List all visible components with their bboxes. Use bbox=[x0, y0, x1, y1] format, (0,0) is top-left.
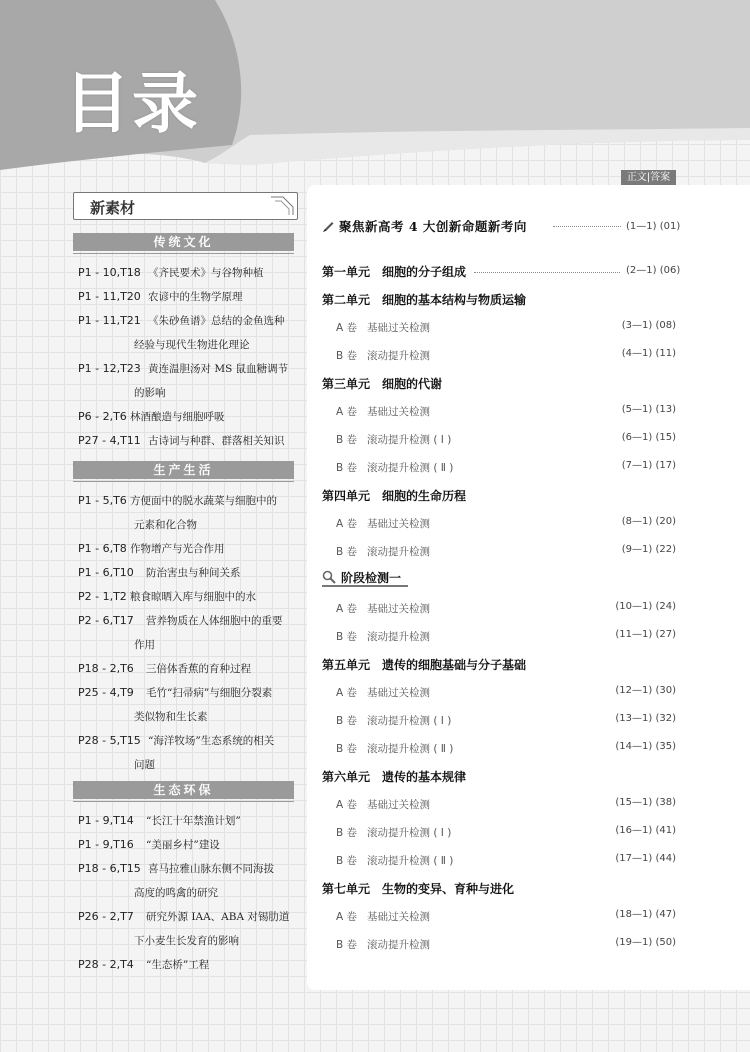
material-desc: 喜马拉雅山脉东侧不同海拔 bbox=[148, 863, 274, 875]
material-desc: “长江十年禁渔计划” bbox=[146, 815, 241, 827]
volume-label: B 卷 bbox=[336, 715, 358, 727]
magnifier-icon bbox=[322, 570, 336, 584]
material-desc: 的影响 bbox=[134, 387, 166, 399]
sub-test-name: 滚动提升检测 ( Ⅰ ) bbox=[367, 715, 452, 727]
folded-corner-icon bbox=[269, 195, 295, 217]
featured-pages: (1—1) (01) bbox=[626, 221, 681, 232]
material-ref: P28 - 2,T4 bbox=[78, 958, 134, 971]
material-desc: 方便面中的脱水蔬菜与细胞中的 bbox=[130, 495, 277, 507]
sub-test-pages: (5—1) (13) bbox=[621, 404, 676, 415]
unit-name: 遗传的基本规律 bbox=[382, 770, 467, 784]
sub-test-pages: (10—1) (24) bbox=[615, 601, 676, 612]
unit-name: 细胞的分子组成 bbox=[382, 265, 467, 279]
sub-test-name: 滚动提升检测 ( Ⅱ ) bbox=[367, 855, 454, 867]
sub-test-name: 滚动提升检测 ( Ⅰ ) bbox=[367, 827, 452, 839]
sub-test-name: 基础过关检测 bbox=[367, 799, 430, 811]
sub-test-name: 滚动提升检测 ( Ⅱ ) bbox=[367, 743, 454, 755]
material-ref: P18 - 6,T15 bbox=[78, 862, 141, 875]
volume-label: B 卷 bbox=[336, 462, 358, 474]
material-desc: 黄连温胆汤对 MS 鼠血糖调节 bbox=[148, 363, 289, 375]
material-item[interactable] bbox=[78, 405, 300, 429]
unit-name: 细胞的生命历程 bbox=[382, 489, 467, 503]
material-desc: 林酒酿造与细胞呼吸 bbox=[130, 411, 225, 423]
sub-test-name: 滚动提升检测 bbox=[367, 631, 430, 643]
volume-label: B 卷 bbox=[336, 350, 358, 362]
material-item[interactable] bbox=[78, 681, 300, 729]
material-ref: P1 - 6,T10 bbox=[78, 566, 134, 579]
material-ref: P1 - 9,T14 bbox=[78, 814, 134, 827]
material-desc: 《朱砂鱼谱》总结的金鱼选种 bbox=[148, 315, 285, 327]
material-ref: P1 - 12,T23 bbox=[78, 362, 141, 375]
sub-test-name: 基础过关检测 bbox=[367, 406, 430, 418]
volume-label: A 卷 bbox=[336, 518, 358, 530]
volume-label: A 卷 bbox=[336, 603, 358, 615]
unit-number: 第三单元 bbox=[322, 377, 371, 391]
sub-test-pages: (19—1) (50) bbox=[615, 937, 676, 948]
material-desc: 类似物和生长素 bbox=[134, 711, 208, 723]
material-desc: 三倍体香蕉的育种过程 bbox=[146, 663, 251, 675]
material-item[interactable] bbox=[78, 357, 300, 405]
material-desc: 元素和化合物 bbox=[134, 519, 197, 531]
unit-number: 第一单元 bbox=[322, 265, 371, 279]
unit-number: 第六单元 bbox=[322, 770, 371, 784]
sub-test-pages: (18—1) (47) bbox=[615, 909, 676, 920]
unit-title[interactable] bbox=[322, 880, 514, 897]
volume-label: B 卷 bbox=[336, 743, 358, 755]
material-item[interactable] bbox=[78, 905, 300, 953]
category-band: 生产生活 bbox=[73, 461, 294, 479]
category-band: 生态环保 bbox=[73, 781, 294, 799]
material-item[interactable] bbox=[78, 537, 300, 561]
sub-test-name: 基础过关检测 bbox=[367, 687, 430, 699]
unit-title[interactable] bbox=[322, 656, 526, 673]
new-material-heading bbox=[73, 192, 298, 220]
sub-test-name: 滚动提升检测 ( Ⅱ ) bbox=[367, 462, 454, 474]
volume-label: A 卷 bbox=[336, 687, 358, 699]
sub-test-name: 基础过关检测 bbox=[367, 911, 430, 923]
volume-label: B 卷 bbox=[336, 546, 358, 558]
material-item[interactable] bbox=[78, 729, 300, 777]
volume-label: B 卷 bbox=[336, 939, 358, 951]
unit-title[interactable] bbox=[322, 487, 466, 504]
section-tag: 正文|答案 bbox=[621, 170, 676, 185]
material-item[interactable] bbox=[78, 489, 300, 537]
sub-test-name: 基础过关检测 bbox=[367, 603, 430, 615]
material-ref: P2 - 1,T2 bbox=[78, 590, 127, 603]
stage-title: 阶段检测一 bbox=[341, 571, 402, 585]
material-desc: “海洋牧场”生态系统的相关 bbox=[148, 735, 275, 747]
unit-name: 生物的变异、育种与进化 bbox=[382, 882, 515, 896]
featured-entry[interactable] bbox=[322, 217, 677, 237]
material-item[interactable] bbox=[78, 833, 300, 857]
material-item[interactable] bbox=[78, 309, 300, 357]
unit-title[interactable] bbox=[322, 375, 442, 392]
sub-test-name: 滚动提升检测 bbox=[367, 546, 430, 558]
featured-title: 聚焦新高考 4 大创新命题新考向 bbox=[339, 219, 527, 234]
material-desc: 农谚中的生物学原理 bbox=[148, 291, 243, 303]
volume-label: B 卷 bbox=[336, 434, 358, 446]
material-desc: 古诗词与种群、群落相关知识 bbox=[148, 435, 285, 447]
material-item[interactable] bbox=[78, 809, 300, 833]
unit-pages: (2—1) (06) bbox=[626, 265, 681, 276]
material-desc: 作物增产与光合作用 bbox=[130, 543, 225, 555]
material-ref: P1 - 6,T8 bbox=[78, 542, 127, 555]
volume-label: A 卷 bbox=[336, 322, 358, 334]
material-ref: P2 - 6,T17 bbox=[78, 614, 134, 627]
sub-test-pages: (13—1) (32) bbox=[615, 713, 676, 724]
material-desc: 高度的鸣禽的研究 bbox=[134, 887, 218, 899]
volume-label: B 卷 bbox=[336, 827, 358, 839]
material-desc: 下小麦生长发育的影响 bbox=[134, 935, 239, 947]
sub-test-pages: (17—1) (44) bbox=[615, 853, 676, 864]
volume-label: B 卷 bbox=[336, 631, 358, 643]
material-ref: P1 - 10,T18 bbox=[78, 266, 141, 279]
volume-label: A 卷 bbox=[336, 799, 358, 811]
unit-number: 第七单元 bbox=[322, 882, 371, 896]
material-item[interactable] bbox=[78, 561, 300, 585]
material-ref: P18 - 2,T6 bbox=[78, 662, 134, 675]
material-ref: P1 - 9,T16 bbox=[78, 838, 134, 851]
page-title: 目录 bbox=[64, 65, 200, 142]
sub-test-pages: (3—1) (08) bbox=[621, 320, 676, 331]
unit-name: 细胞的代谢 bbox=[382, 377, 443, 391]
material-desc: 营养物质在人体细胞中的重要 bbox=[146, 615, 283, 627]
material-item[interactable] bbox=[78, 657, 300, 681]
unit-name: 细胞的基本结构与物质运输 bbox=[382, 293, 527, 307]
sub-test-name: 滚动提升检测 bbox=[367, 939, 430, 951]
material-desc: 防治害虫与种间关系 bbox=[146, 567, 241, 579]
material-item[interactable] bbox=[78, 953, 300, 977]
material-ref: P26 - 2,T7 bbox=[78, 910, 134, 923]
material-ref: P6 - 2,T6 bbox=[78, 410, 127, 423]
material-desc: 研究外源 IAA、ABA 对锡肋道 bbox=[146, 911, 290, 923]
material-ref: P27 - 4,T11 bbox=[78, 434, 141, 447]
sub-test-name: 滚动提升检测 bbox=[367, 350, 430, 362]
sub-test-pages: (15—1) (38) bbox=[615, 797, 676, 808]
sub-test-pages: (8—1) (20) bbox=[621, 516, 676, 527]
material-item[interactable] bbox=[78, 429, 300, 453]
material-desc: “美丽乡村”建设 bbox=[146, 839, 220, 851]
material-desc: 《齐民要术》与谷物种植 bbox=[148, 267, 264, 279]
sub-test-name: 滚动提升检测 ( Ⅰ ) bbox=[367, 434, 452, 446]
material-ref: P25 - 4,T9 bbox=[78, 686, 134, 699]
material-desc: “生态桥”工程 bbox=[146, 959, 210, 971]
unit-name: 遗传的细胞基础与分子基础 bbox=[382, 658, 527, 672]
category-band: 传统文化 bbox=[73, 233, 294, 251]
unit-title[interactable] bbox=[322, 291, 526, 308]
sub-test-name: 基础过关检测 bbox=[367, 322, 430, 334]
material-desc: 粮食晾晒入库与细胞中的水 bbox=[130, 591, 256, 603]
unit-number: 第四单元 bbox=[322, 489, 371, 503]
material-desc: 作用 bbox=[134, 639, 155, 651]
pencil-icon bbox=[322, 220, 335, 233]
stage-underline bbox=[322, 585, 408, 587]
material-ref: P28 - 5,T15 bbox=[78, 734, 141, 747]
new-material-label: 新素材 bbox=[90, 199, 136, 217]
volume-label: A 卷 bbox=[336, 406, 358, 418]
sub-test-pages: (6—1) (15) bbox=[621, 432, 676, 443]
sub-test-pages: (16—1) (41) bbox=[615, 825, 676, 836]
material-ref: P1 - 11,T20 bbox=[78, 290, 141, 303]
header-banner bbox=[0, 0, 750, 175]
material-item[interactable] bbox=[78, 609, 300, 657]
sub-test-pages: (12—1) (30) bbox=[615, 685, 676, 696]
sub-test-pages: (4—1) (11) bbox=[621, 348, 676, 359]
unit-title[interactable] bbox=[322, 263, 466, 280]
material-ref: P1 - 5,T6 bbox=[78, 494, 127, 507]
material-item[interactable] bbox=[78, 261, 300, 285]
sub-test-pages: (14—1) (35) bbox=[615, 741, 676, 752]
sub-test-pages: (11—1) (27) bbox=[615, 629, 676, 640]
sub-test-name: 基础过关检测 bbox=[367, 518, 430, 530]
sub-test-pages: (7—1) (17) bbox=[621, 460, 676, 471]
material-ref: P1 - 11,T21 bbox=[78, 314, 141, 327]
sub-test-pages: (9—1) (22) bbox=[621, 544, 676, 555]
volume-label: B 卷 bbox=[336, 855, 358, 867]
material-item[interactable] bbox=[78, 585, 300, 609]
unit-title[interactable] bbox=[322, 768, 466, 785]
unit-number: 第五单元 bbox=[322, 658, 371, 672]
material-item[interactable] bbox=[78, 285, 300, 309]
material-item[interactable] bbox=[78, 857, 300, 905]
leader-dots bbox=[474, 272, 620, 273]
material-desc: 经验与现代生物进化理论 bbox=[134, 339, 250, 351]
featured-dots bbox=[553, 226, 621, 227]
unit-number: 第二单元 bbox=[322, 293, 371, 307]
material-desc: 毛竹“扫帚病”与细胞分裂素 bbox=[146, 687, 273, 699]
volume-label: A 卷 bbox=[336, 911, 358, 923]
material-desc: 问题 bbox=[134, 759, 155, 771]
